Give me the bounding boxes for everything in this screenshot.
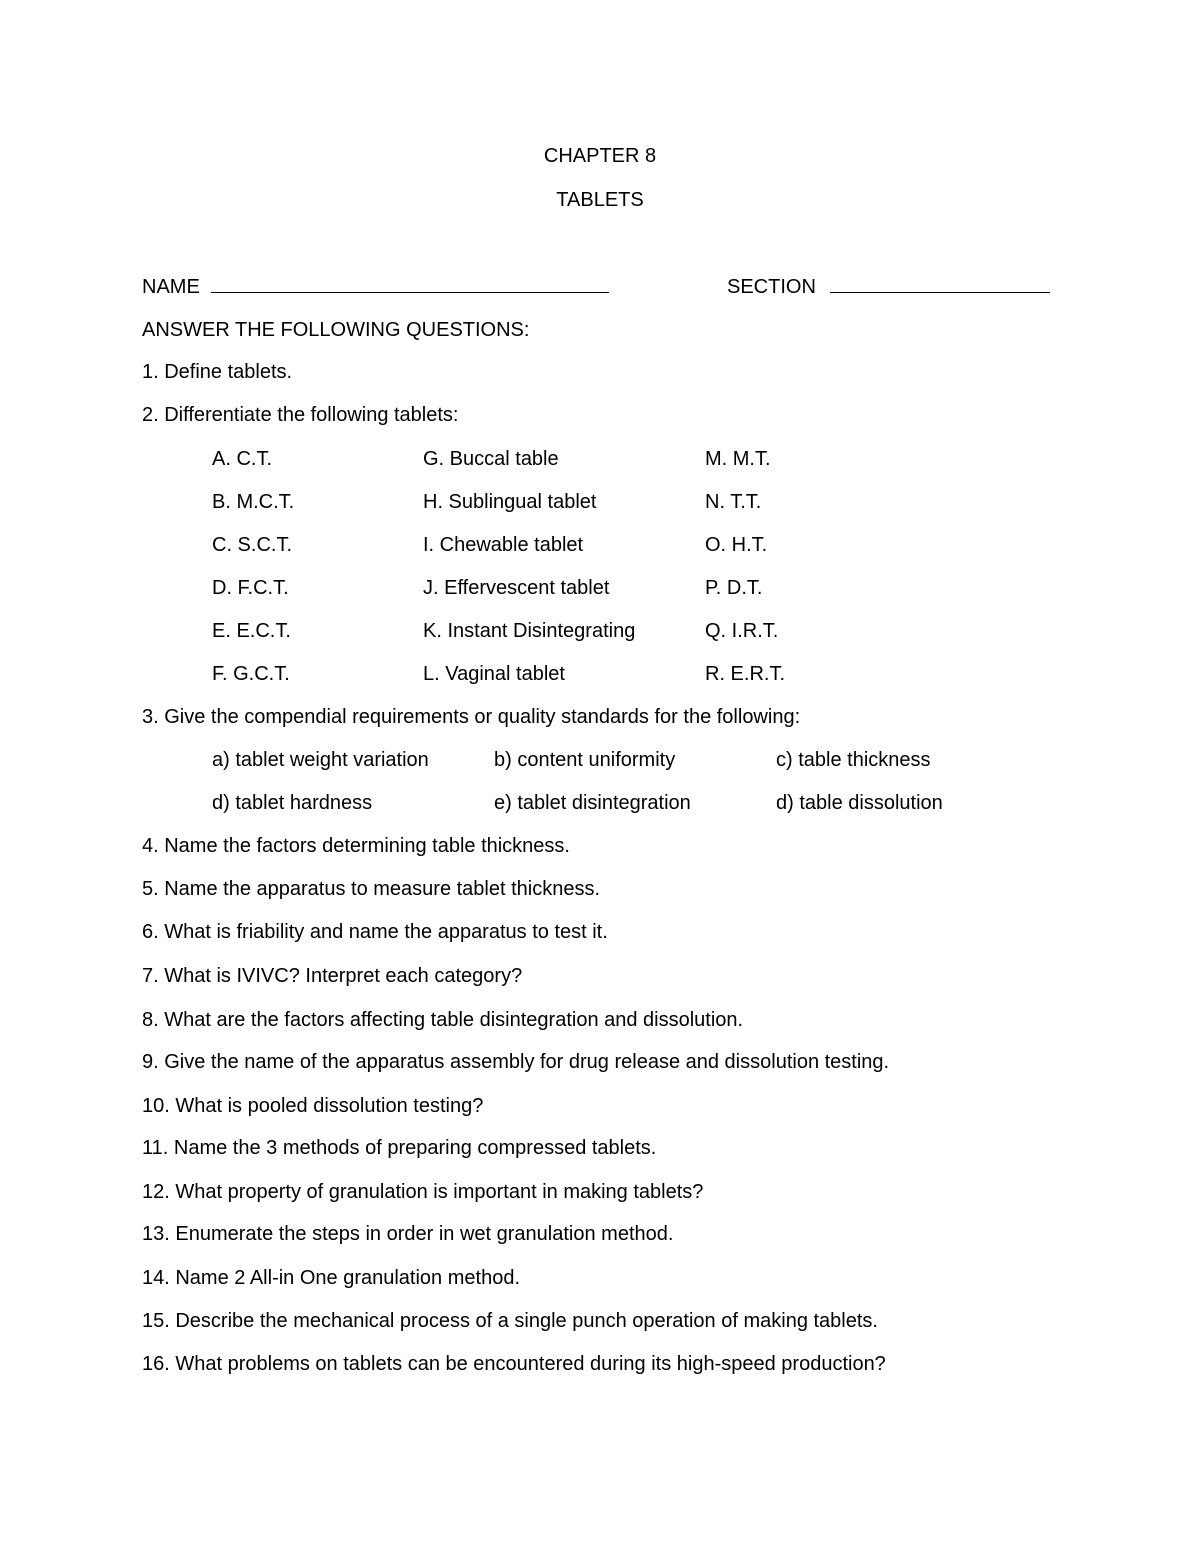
- question-4: 4. Name the factors determining table thickness.: [142, 835, 570, 857]
- q3-item: e) tablet disintegration: [494, 792, 691, 814]
- question-9: 9. Give the name of the apparatus assembly for drug release and dissolution testing.: [142, 1051, 890, 1073]
- question-6: 6. What is friability and name the apparatus to test it.: [142, 921, 608, 943]
- question-16: 16. What problems on tablets can be encountered during its high-speed production?: [142, 1353, 886, 1375]
- q3-item: c) table thickness: [776, 749, 931, 771]
- question-15: 15. Describe the mechanical process of a single punch operation of making tablets.: [142, 1310, 878, 1332]
- q3-item: d) table dissolution: [776, 792, 943, 814]
- q2-item: E. E.C.T.: [212, 620, 291, 642]
- q2-item: A. C.T.: [212, 448, 273, 470]
- q2-item: D. F.C.T.: [212, 577, 289, 599]
- q2-item: O. H.T.: [705, 534, 768, 556]
- question-2: 2. Differentiate the following tablets:: [142, 404, 459, 426]
- question-1: 1. Define tablets.: [142, 361, 293, 383]
- q2-item: P. D.T.: [705, 577, 763, 599]
- chapter-heading: CHAPTER 8: [543, 145, 657, 167]
- q2-item: M. M.T.: [705, 448, 771, 470]
- question-7: 7. What is IVIVC? Interpret each category?: [142, 965, 523, 987]
- q2-item: J. Effervescent tablet: [423, 577, 610, 599]
- q2-item: K. Instant Disintegrating: [423, 620, 636, 642]
- q2-item: N. T.T.: [705, 491, 762, 513]
- name-blank[interactable]: [211, 274, 609, 293]
- question-11: 11. Name the 3 methods of preparing compressed tablets.: [142, 1137, 657, 1159]
- q2-item: H. Sublingual tablet: [423, 491, 597, 513]
- q2-item: L. Vaginal tablet: [423, 663, 565, 685]
- q3-item: b) content uniformity: [494, 749, 676, 771]
- q2-item: B. M.C.T.: [212, 491, 295, 513]
- page-title: TABLETS: [556, 189, 644, 211]
- q2-item: C. S.C.T.: [212, 534, 293, 556]
- q2-item: R. E.R.T.: [705, 663, 786, 685]
- name-label: NAME: [142, 276, 200, 298]
- q2-item: Q. I.R.T.: [705, 620, 779, 642]
- question-10: 10. What is pooled dissolution testing?: [142, 1095, 484, 1117]
- name-field[interactable]: [142, 274, 609, 299]
- section-field[interactable]: [727, 274, 1050, 299]
- q2-item: G. Buccal table: [423, 448, 559, 470]
- question-5: 5. Name the apparatus to measure tablet thickness.: [142, 878, 601, 900]
- question-14: 14. Name 2 All-in One granulation method.: [142, 1267, 520, 1289]
- question-3: 3. Give the compendial requirements or quality standards for the following:: [142, 706, 801, 728]
- question-8: 8. What are the factors affecting table disintegration and dissolution.: [142, 1009, 744, 1031]
- q3-item: a) tablet weight variation: [212, 749, 429, 771]
- question-12: 12. What property of granulation is important in making tablets?: [142, 1181, 704, 1203]
- q2-item: F. G.C.T.: [212, 663, 290, 685]
- instructions: ANSWER THE FOLLOWING QUESTIONS:: [142, 319, 530, 341]
- section-blank[interactable]: [830, 274, 1050, 293]
- q2-item: I. Chewable tablet: [423, 534, 584, 556]
- question-13: 13. Enumerate the steps in order in wet granulation method.: [142, 1223, 674, 1245]
- q3-item: d) tablet hardness: [212, 792, 373, 814]
- section-label: SECTION: [727, 276, 816, 298]
